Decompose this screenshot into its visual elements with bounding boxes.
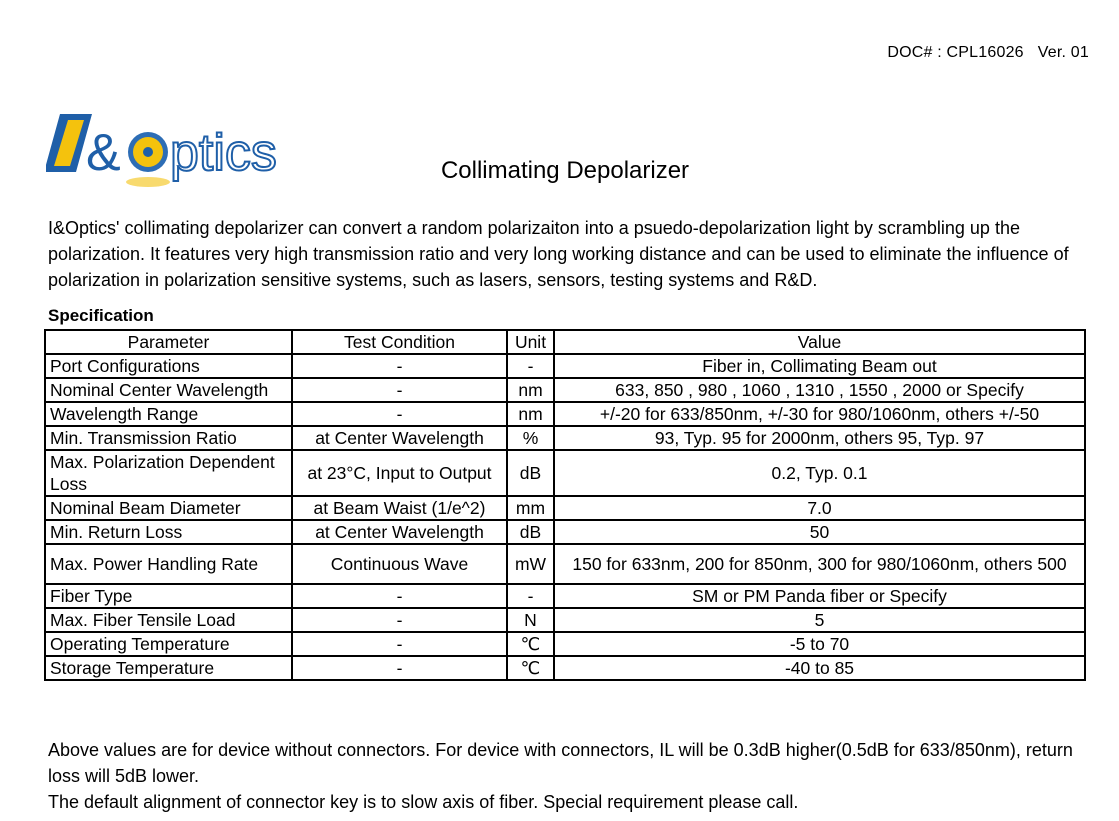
cell-unit: ℃: [507, 632, 554, 656]
cell-value: 150 for 633nm, 200 for 850nm, 300 for 980/1060nm, others 500: [554, 544, 1085, 584]
specification-table: [44, 329, 1086, 681]
cell-parameter: Fiber Type: [45, 584, 292, 608]
cell-parameter: Storage Temperature: [45, 656, 292, 680]
cell-value: 50: [554, 520, 1085, 544]
cell-condition: -: [292, 608, 507, 632]
cell-unit: -: [507, 584, 554, 608]
cell-unit: -: [507, 354, 554, 378]
table-row: [45, 584, 1085, 608]
cell-parameter: Min. Return Loss: [45, 520, 292, 544]
cell-parameter: Operating Temperature: [45, 632, 292, 656]
cell-parameter: Nominal Beam Diameter: [45, 496, 292, 520]
table-row: [45, 450, 1085, 496]
cell-parameter: Max. Polarization Dependent Loss: [45, 450, 292, 496]
cell-value: 633, 850 , 980 , 1060 , 1310 , 1550 , 2000 or Specify: [554, 378, 1085, 402]
cell-condition: -: [292, 632, 507, 656]
column-header-value: Value: [554, 330, 1085, 354]
cell-condition: at Beam Waist (1/e^2): [292, 496, 507, 520]
cell-value: Fiber in, Collimating Beam out: [554, 354, 1085, 378]
logo-word: ptics: [170, 124, 277, 182]
cell-parameter: Nominal Center Wavelength: [45, 378, 292, 402]
cell-condition: Continuous Wave: [292, 544, 507, 584]
cell-parameter: Max. Power Handling Rate: [45, 544, 292, 584]
column-header-condition: Test Condition: [292, 330, 507, 354]
cell-value: 7.0: [554, 496, 1085, 520]
cell-parameter: Min. Transmission Ratio: [45, 426, 292, 450]
note-connector-key: The default alignment of connector key is to slow axis of fiber. Special requirement please call.: [48, 792, 799, 812]
logo-ampersand: &: [86, 124, 121, 182]
cell-unit: %: [507, 426, 554, 450]
cell-condition: at Center Wavelength: [292, 426, 507, 450]
notes-section: [48, 737, 1108, 815]
cell-unit: nm: [507, 402, 554, 426]
cell-value: -5 to 70: [554, 632, 1085, 656]
cell-unit: ℃: [507, 656, 554, 680]
cell-condition: at Center Wavelength: [292, 520, 507, 544]
doc-header: [873, 44, 1089, 62]
cell-unit: mm: [507, 496, 554, 520]
doc-version: Ver. 01: [1037, 44, 1089, 61]
cell-value: 0.2, Typ. 0.1: [554, 450, 1085, 496]
table-row: [45, 632, 1085, 656]
cell-unit: dB: [507, 520, 554, 544]
table-header-row: [45, 330, 1085, 354]
table-row: [45, 402, 1085, 426]
cell-unit: nm: [507, 378, 554, 402]
cell-parameter: Wavelength Range: [45, 402, 292, 426]
cell-condition: -: [292, 402, 507, 426]
cell-condition: -: [292, 378, 507, 402]
cell-value: 5: [554, 608, 1085, 632]
table-row: [45, 496, 1085, 520]
specification-heading: Specification: [48, 306, 154, 325]
table-row: [45, 426, 1085, 450]
page-title: Collimating Depolarizer: [440, 157, 690, 184]
column-header-unit: Unit: [507, 330, 554, 354]
note-connectors: Above values are for device without connectors. For device with connectors, IL will be 0.3dB higher(0.5dB for 633/850nm), return loss will 5dB lower.: [48, 740, 1073, 786]
cell-parameter: Port Configurations: [45, 354, 292, 378]
cell-value: SM or PM Panda fiber or Specify: [554, 584, 1085, 608]
table-row: [45, 544, 1085, 584]
intro-paragraph: I&Optics' collimating depolarizer can convert a random polarizaiton into a psuedo-depolarization light by scrambling up the polarization. It features very high transmission ratio and very long working distance and can be used to eliminate the influence of polarization in polarization sensitive systems, such as lasers, sensors, testing systems and R&D.: [48, 218, 1069, 290]
cell-parameter: Max. Fiber Tensile Load: [45, 608, 292, 632]
cell-condition: -: [292, 354, 507, 378]
cell-value: -40 to 85: [554, 656, 1085, 680]
cell-condition: -: [292, 656, 507, 680]
table-row: [45, 608, 1085, 632]
cell-unit: dB: [507, 450, 554, 496]
cell-value: +/-20 for 633/850nm, +/-30 for 980/1060nm, others +/-50: [554, 402, 1085, 426]
table-row: [45, 656, 1085, 680]
column-header-parameter: Parameter: [45, 330, 292, 354]
table-row: [45, 378, 1085, 402]
cell-condition: -: [292, 584, 507, 608]
cell-unit: mW: [507, 544, 554, 584]
table-row: [45, 354, 1085, 378]
cell-unit: N: [507, 608, 554, 632]
cell-condition: at 23°C, Input to Output: [292, 450, 507, 496]
doc-number: DOC# : CPL16026: [887, 44, 1024, 61]
table-row: [45, 520, 1085, 544]
cell-value: 93, Typ. 95 for 2000nm, others 95, Typ. 97: [554, 426, 1085, 450]
